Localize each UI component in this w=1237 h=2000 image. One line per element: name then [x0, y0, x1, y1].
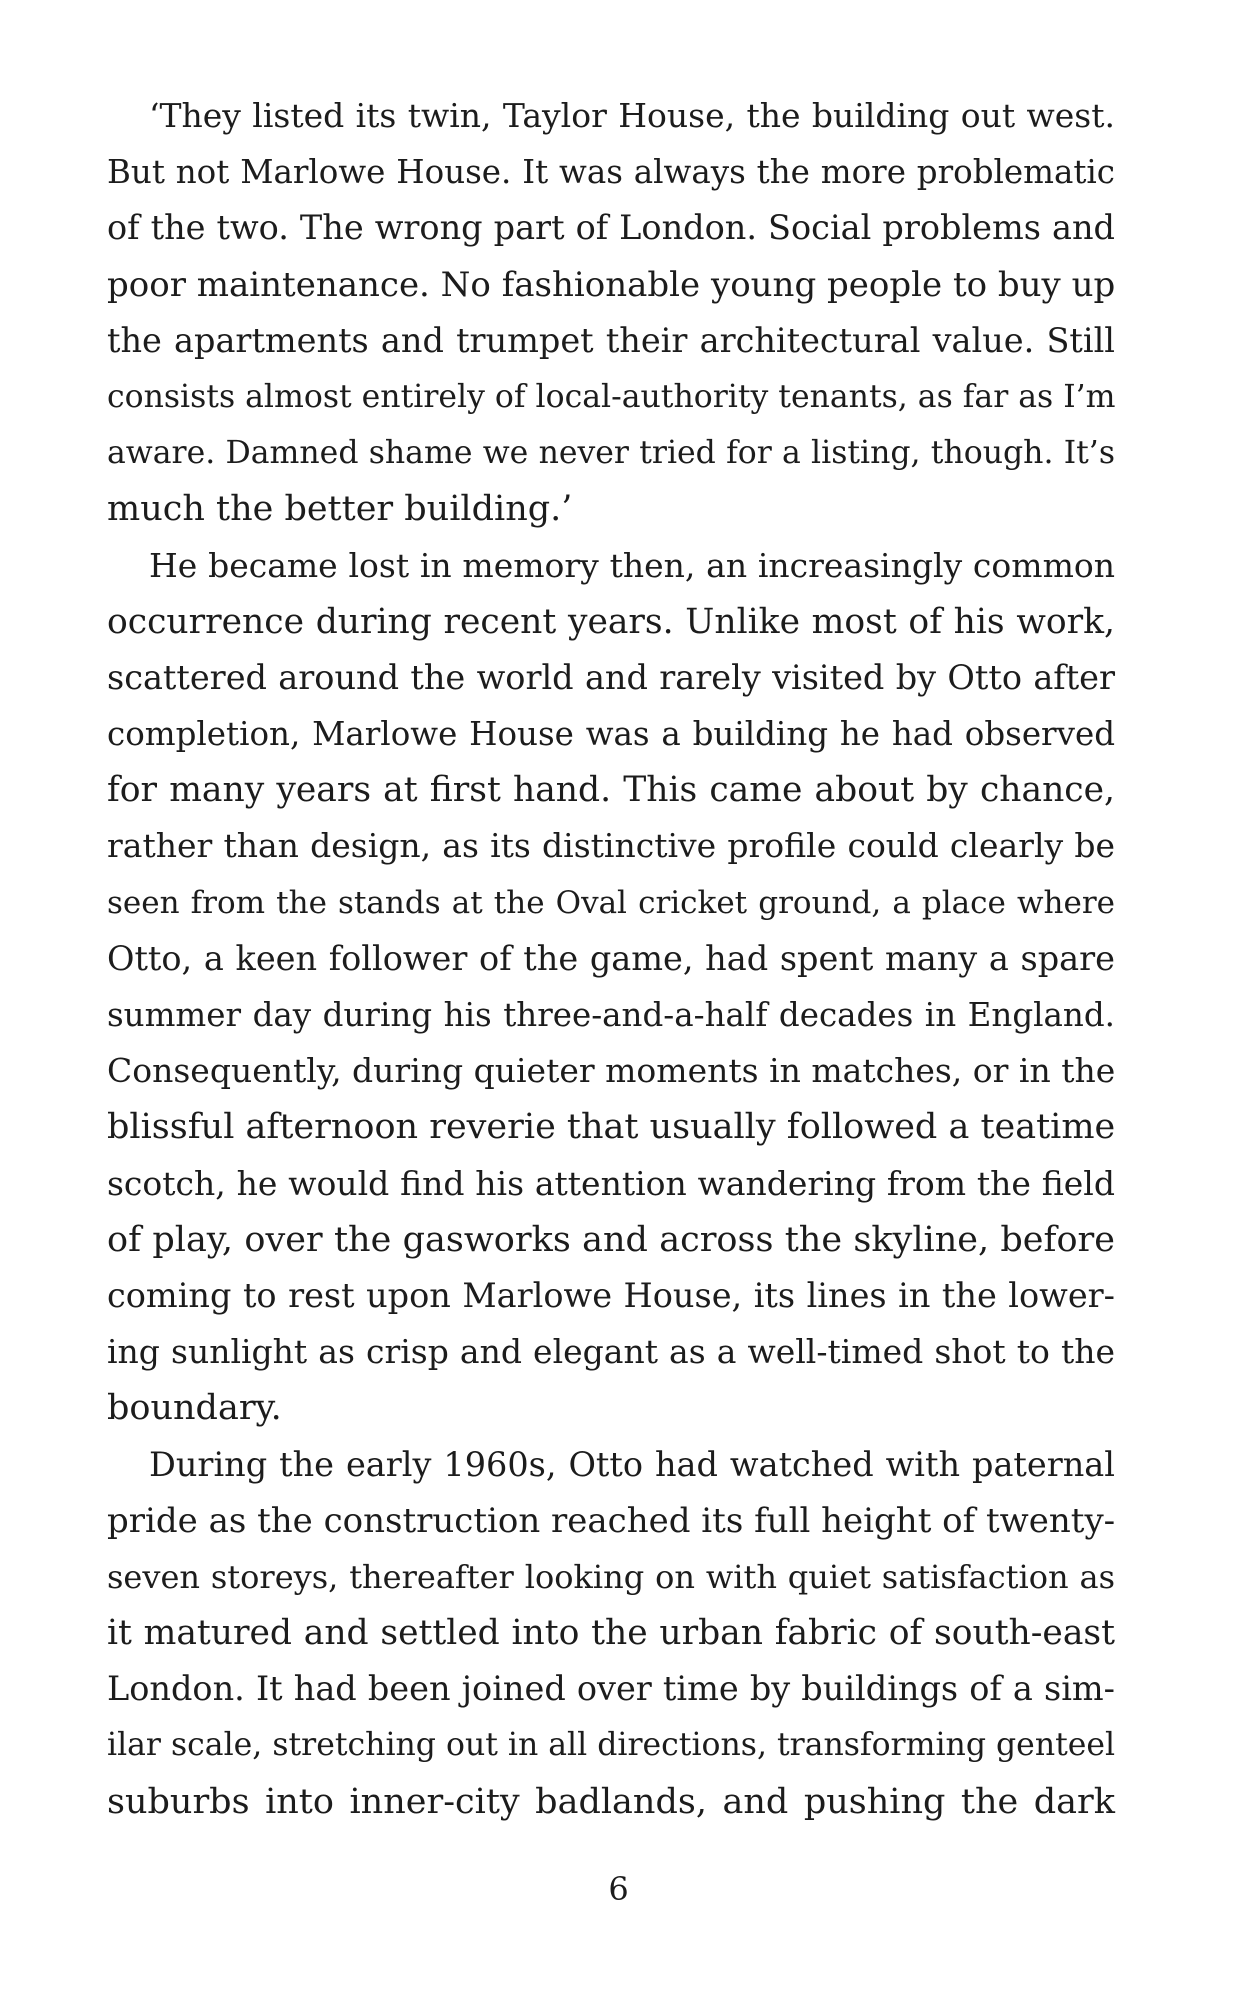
text-line: scattered around the world and rarely visited by Otto after [107, 657, 1115, 697]
text-line: occurrence during recent years. Unlike most of his work, [107, 601, 1115, 642]
text-line: seven storeys, thereafter looking on with quiet satisfaction as [107, 1557, 1115, 1596]
text-line: Consequently, during quieter moments in matches, or in the [107, 1051, 1116, 1091]
text-line: of the two. The wrong part of London. Social problems and [107, 208, 1115, 248]
text-line: seen from the stands at the Oval cricket ground, a place where [107, 884, 1115, 921]
text-line: During the early 1960s, Otto had watched with paternal [149, 1444, 1115, 1484]
paragraph-1 [107, 88, 1115, 538]
text-line: But not Marlowe House. It was always the more problematic [107, 153, 1115, 192]
text-line: London. It had been joined over time by buildings of a sim- [107, 1669, 1115, 1709]
text-line: consists almost entirely of local-authority tenants, as far as I’m [107, 378, 1116, 415]
text-line: of play, over the gasworks and across the skyline, before [107, 1219, 1115, 1260]
paragraph-3 [107, 1437, 1115, 1830]
paragraph-2 [107, 538, 1115, 1437]
text-line: it matured and settled into the urban fabric of south-east [107, 1613, 1115, 1654]
body-text [107, 88, 1115, 1830]
text-line: much the better building.’ [107, 489, 573, 530]
text-line: ing sunlight as crisp and elegant as a well-timed shot to the [107, 1332, 1115, 1372]
text-line: pride as the construction reached its full height of twenty- [107, 1500, 1116, 1541]
text-line: rather than design, as its distinctive profile could clearly be [107, 826, 1115, 866]
text-line: suburbs into inner-city badlands, and pushing the dark [107, 1781, 1115, 1822]
page-number: 6 [608, 1870, 629, 1908]
text-line: ‘They listed its twin, Taylor House, the building out west. [149, 96, 1115, 135]
text-line: summer day during his three-and-a-half decades in England. [107, 996, 1115, 1034]
text-line: completion, Marlowe House was a building he had observed [107, 715, 1115, 754]
text-line: for many years at first hand. This came about by chance, [107, 770, 1115, 811]
text-line: blissful afternoon reverie that usually followed a teatime [107, 1107, 1116, 1148]
text-line: aware. Damned shame we never tried for a listing, though. It’s [107, 435, 1115, 472]
text-line: scotch, he would find his attention wandering from the field [107, 1163, 1115, 1203]
text-line: Otto, a keen follower of the game, had spent many a spare [107, 938, 1115, 978]
text-line: boundary. [107, 1388, 282, 1429]
text-line: poor maintenance. No fashionable young people to buy up [107, 264, 1116, 305]
text-line: He became lost in memory then, an increasingly common [149, 545, 1115, 585]
text-line: ilar scale, stretching out in all directions, transforming genteel [107, 1727, 1116, 1764]
text-line: coming to rest upon Marlowe House, its lines in the lower- [107, 1275, 1115, 1315]
text-line: the apartments and trumpet their architectural value. Still [107, 320, 1115, 360]
